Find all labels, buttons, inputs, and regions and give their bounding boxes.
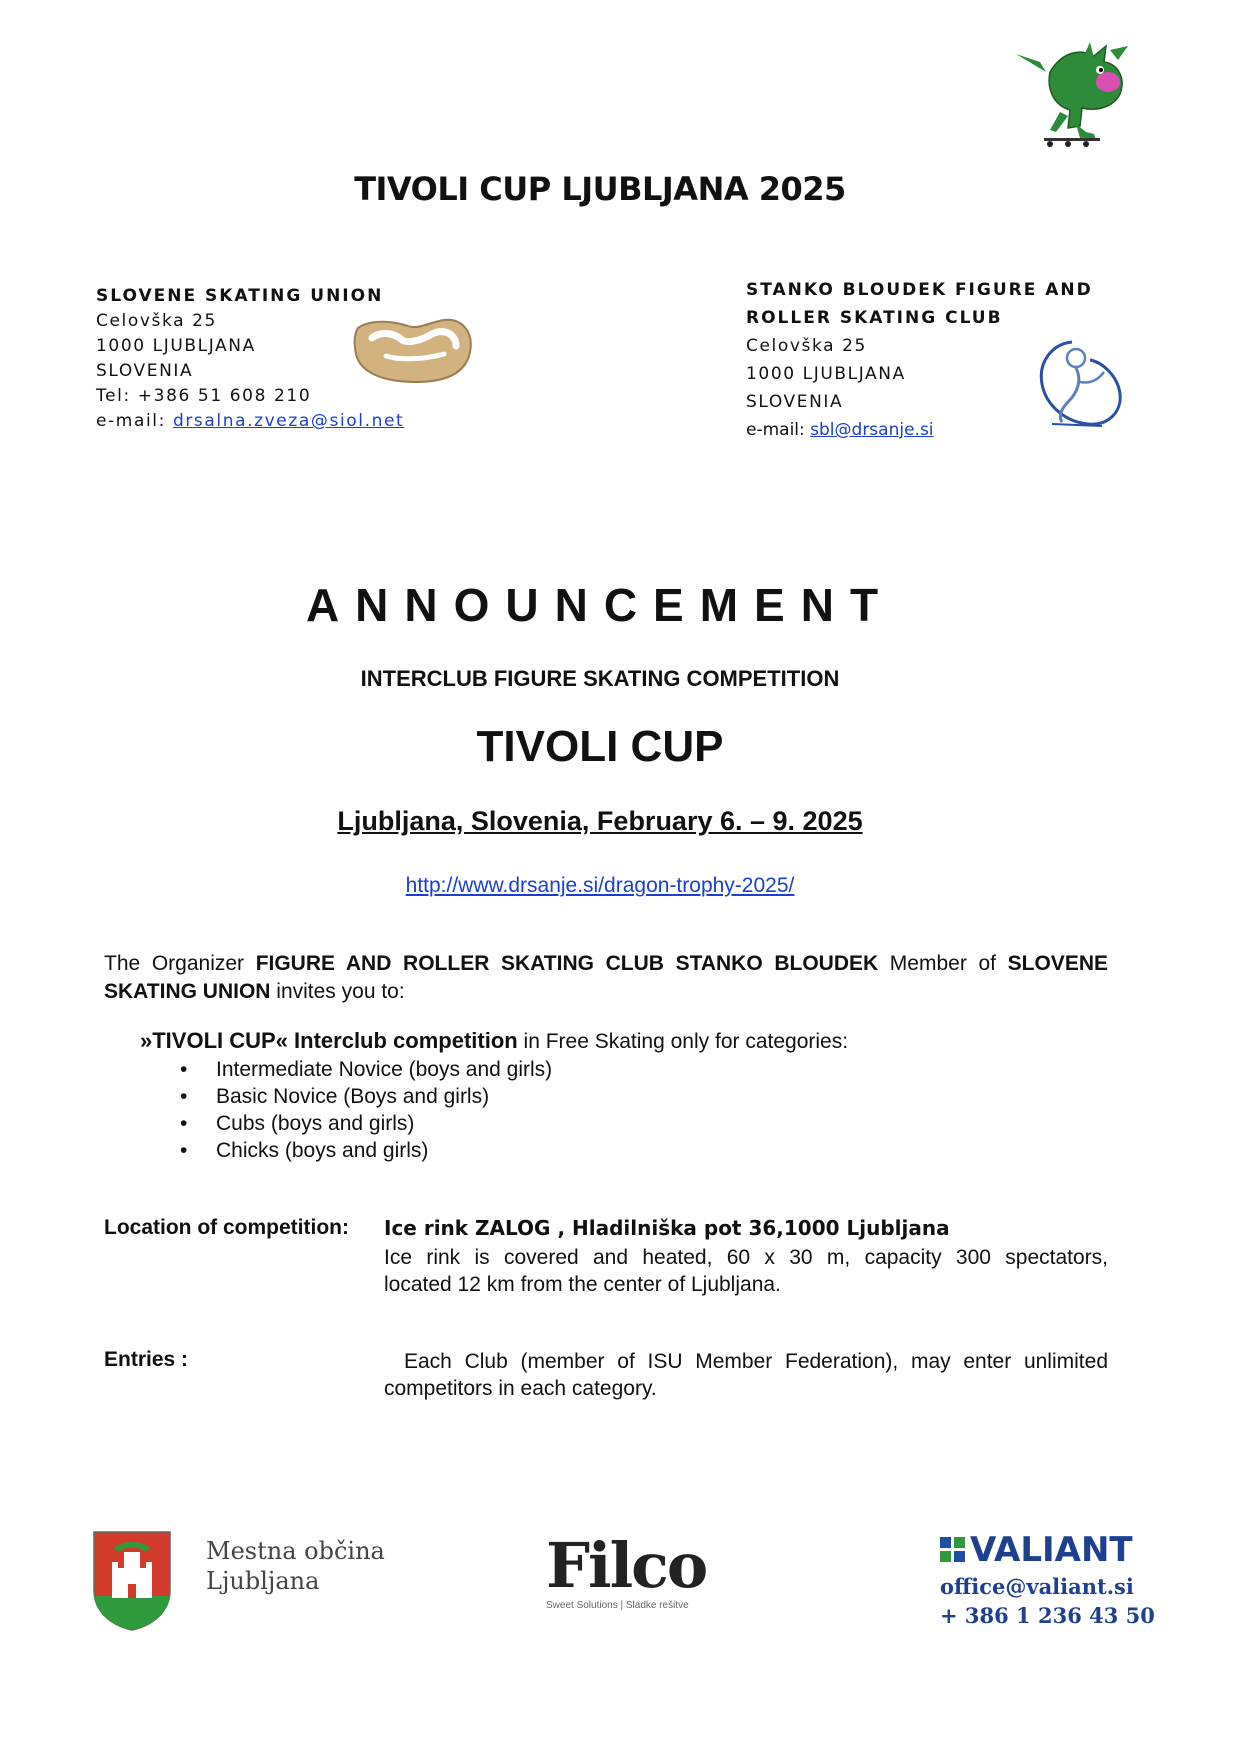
skating-club-logo	[1032, 332, 1128, 432]
announcement-heading: ANNOUNCEMENT	[305, 579, 895, 631]
union-name: SLOVENE SKATING UNION	[104, 952, 1108, 1003]
right-org-name-line1: STANKO BLOUDEK FIGURE AND	[746, 280, 1093, 300]
category-list	[172, 1056, 552, 1164]
location-venue: Ice rink ZALOG , Hladilniška pot 36,1000 Ljubljana	[384, 1216, 950, 1240]
invitation-text-3: invites you to:	[270, 980, 405, 1003]
filco-wordmark: Filco	[546, 1529, 707, 1602]
location-details-line2: located 12 km from the center of Ljubljana.	[384, 1273, 781, 1296]
filco-tagline: Sweet Solutions | Sladke rešitve	[546, 1600, 689, 1611]
left-org-city: 1000 LJUBLJANA	[96, 336, 256, 356]
event-date-location: Ljubljana, Slovenia, February 6. – 9. 2025	[337, 806, 863, 836]
right-org-city: 1000 LJUBLJANA	[746, 364, 906, 384]
competition-desc: in Free Skating only for categories:	[517, 1030, 849, 1053]
organizer-name: FIGURE AND ROLLER SKATING CLUB STANKO BLOUDEK	[255, 952, 879, 975]
valiant-mark-icon	[940, 1537, 966, 1563]
entries-details	[384, 1348, 1108, 1402]
list-item: • Basic Novice (Boys and girls)	[172, 1083, 552, 1110]
filco-logo	[546, 1529, 716, 1611]
left-org-email-label: e-mail:	[96, 411, 173, 431]
right-org-email-label: e-mail:	[746, 420, 811, 440]
location-label: Location of competition:	[104, 1216, 349, 1239]
right-org-email-link[interactable]: sbl@drsanje.si	[810, 420, 934, 440]
list-item: • Cubs (boys and girls)	[172, 1110, 552, 1137]
competition-name: »TIVOLI CUP« Interclub competition	[140, 1028, 518, 1053]
right-org-country: SLOVENIA	[746, 392, 844, 412]
ljubljana-name-line1: Mestna občina	[206, 1537, 385, 1565]
location-details	[384, 1244, 1108, 1298]
left-org-tel: Tel: +386 51 608 210	[96, 386, 312, 406]
valiant-phone: + 386 1 236 43 50	[940, 1603, 1155, 1628]
left-org-email-link[interactable]: drsalna.zveza@siol.net	[172, 411, 405, 431]
location-details-line1: Ice rink is covered and heated, 60 x 30 m, capacity 300 spectators,	[384, 1246, 1108, 1269]
competition-intro	[140, 1028, 848, 1054]
list-item: • Intermediate Novice (boys and girls)	[172, 1056, 552, 1083]
entries-details-line1: Each Club (member of ISU Member Federation), may enter unlimited	[404, 1350, 1108, 1373]
skating-union-logo	[352, 316, 478, 386]
dragon-mascot-logo	[1010, 42, 1138, 150]
document-title: TIVOLI CUP LJUBLJANA 2025	[354, 170, 846, 208]
invitation-text-2: Member of	[878, 952, 1008, 975]
invitation-paragraph	[104, 950, 1108, 1006]
left-org-country: SLOVENIA	[96, 361, 194, 381]
left-org-street: Celovška 25	[96, 311, 217, 331]
ljubljana-crest-icon	[92, 1530, 172, 1632]
right-org-name-line2: ROLLER SKATING CLUB	[746, 308, 1003, 328]
entries-details-line2: competitors in each category.	[384, 1377, 657, 1400]
event-title: TIVOLI CUP	[476, 722, 724, 771]
valiant-logo	[940, 1530, 1155, 1628]
invitation-text-1: The Organizer	[104, 952, 256, 975]
ljubljana-name-line2: Ljubljana	[206, 1567, 320, 1595]
right-org-street: Celovška 25	[746, 336, 867, 356]
list-item: • Chicks (boys and girls)	[172, 1137, 552, 1164]
event-website-link[interactable]: http://www.drsanje.si/dragon-trophy-2025/	[405, 874, 795, 897]
entries-label: Entries :	[104, 1348, 189, 1371]
left-org-name: SLOVENE SKATING UNION	[96, 286, 384, 306]
valiant-email: office@valiant.si	[940, 1574, 1134, 1599]
ljubljana-sponsor-name	[206, 1536, 385, 1596]
valiant-wordmark: VALIANT	[970, 1530, 1133, 1570]
announcement-subheading: INTERCLUB FIGURE SKATING COMPETITION	[360, 666, 840, 691]
